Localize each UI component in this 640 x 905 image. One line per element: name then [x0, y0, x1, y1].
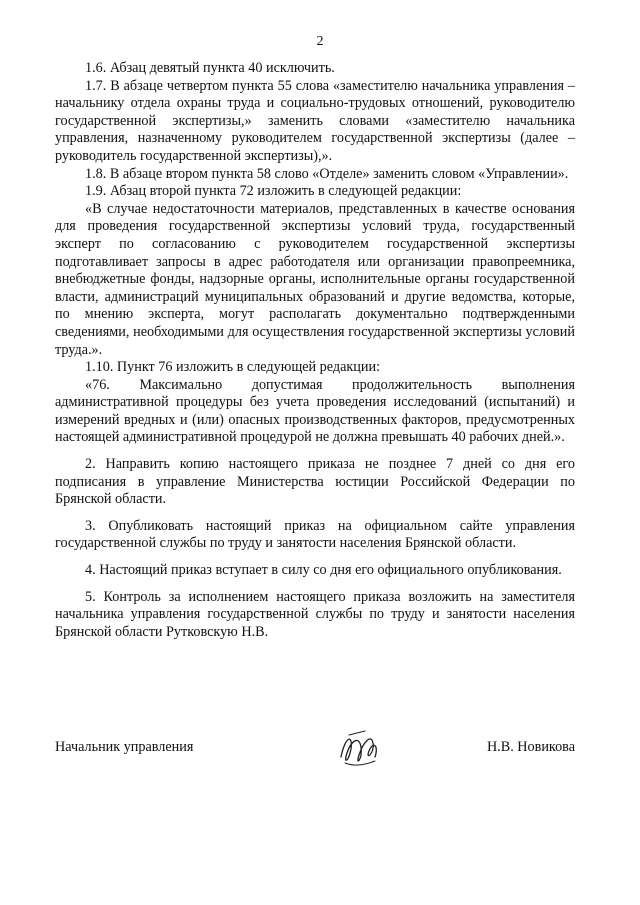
- paragraph-5: 5. Контроль за исполнением настоящего приказа возложить на заместителя начальника управления государственной службы по труду и занятости населения Брянской области Рутковскую Н.В.: [55, 588, 575, 640]
- paragraph-1-8: 1.8. В абзаце втором пункта 58 слово «Отделе» заменить словом «Управлении».: [85, 165, 569, 182]
- quoted-paragraph-76: «76. Максимально допустимая продолжительность выполнения административной процедуры без учета проведения исследований (испытаний) и измерений вредных и (или) опасных производственных факторов, предусмотренных настоящей административной процедурой не должна превышать 40 рабочих дней.».: [55, 376, 575, 446]
- paragraph-4: 4. Настоящий приказ вступает в силу со дня его официального опубликования.: [85, 562, 562, 579]
- paragraph-1-9: 1.9. Абзац второй пункта 72 изложить в следующей редакции:: [85, 183, 462, 200]
- quoted-paragraph-72: «В случае недостаточности материалов, представленных в качестве основания для проведения государственной экспертизы условий труда, государственный эксперт по согласованию с руководителем государственной экспертизы подготавливает запросы в адрес работодателя или организации правопреемника, внебюджетные фонды, надзорные органы, исполнительные органы государственной власти, администраций муниципальных образований и другие ведомства, которые, по мнению эксперта, могут располагать документально подтвержденными сведениями, необходимыми для осуществления государственной экспертизы условий труда.».: [55, 200, 575, 358]
- handwritten-signature: [335, 727, 385, 772]
- signatory-name: Н.В. Новикова: [486, 739, 575, 755]
- paragraph-1-6: 1.6. Абзац девятый пункта 40 исключить.: [85, 60, 335, 76]
- paragraph-1-10: 1.10. Пункт 76 изложить в следующей редакции:: [85, 359, 381, 376]
- document-body: [55, 60, 575, 641]
- paragraph-1-7: 1.7. В абзаце четвертом пункта 55 слова «заместителю начальника управления – начальнику отдела охраны труда и социально-трудовых отношений, руководителю государственной экспертизы,» заменить словами «заместителю начальника управления, назначенному руководителем государственной экспертизы (далее – руководитель государственной экспертизы),».: [55, 77, 575, 164]
- paragraph-2: 2. Направить копию настоящего приказа не позднее 7 дней со дня его подписания в управление Министерства юстиции Российской Федерации по Брянской области.: [55, 456, 575, 508]
- signature-block: [55, 735, 575, 775]
- paragraph-3: 3. Опубликовать настоящий приказ на официальном сайте управления государственной службы по труду и занятости населения Брянской области.: [55, 517, 575, 552]
- signatory-title: Начальник управления: [55, 739, 194, 755]
- page-number: 2: [316, 34, 324, 49]
